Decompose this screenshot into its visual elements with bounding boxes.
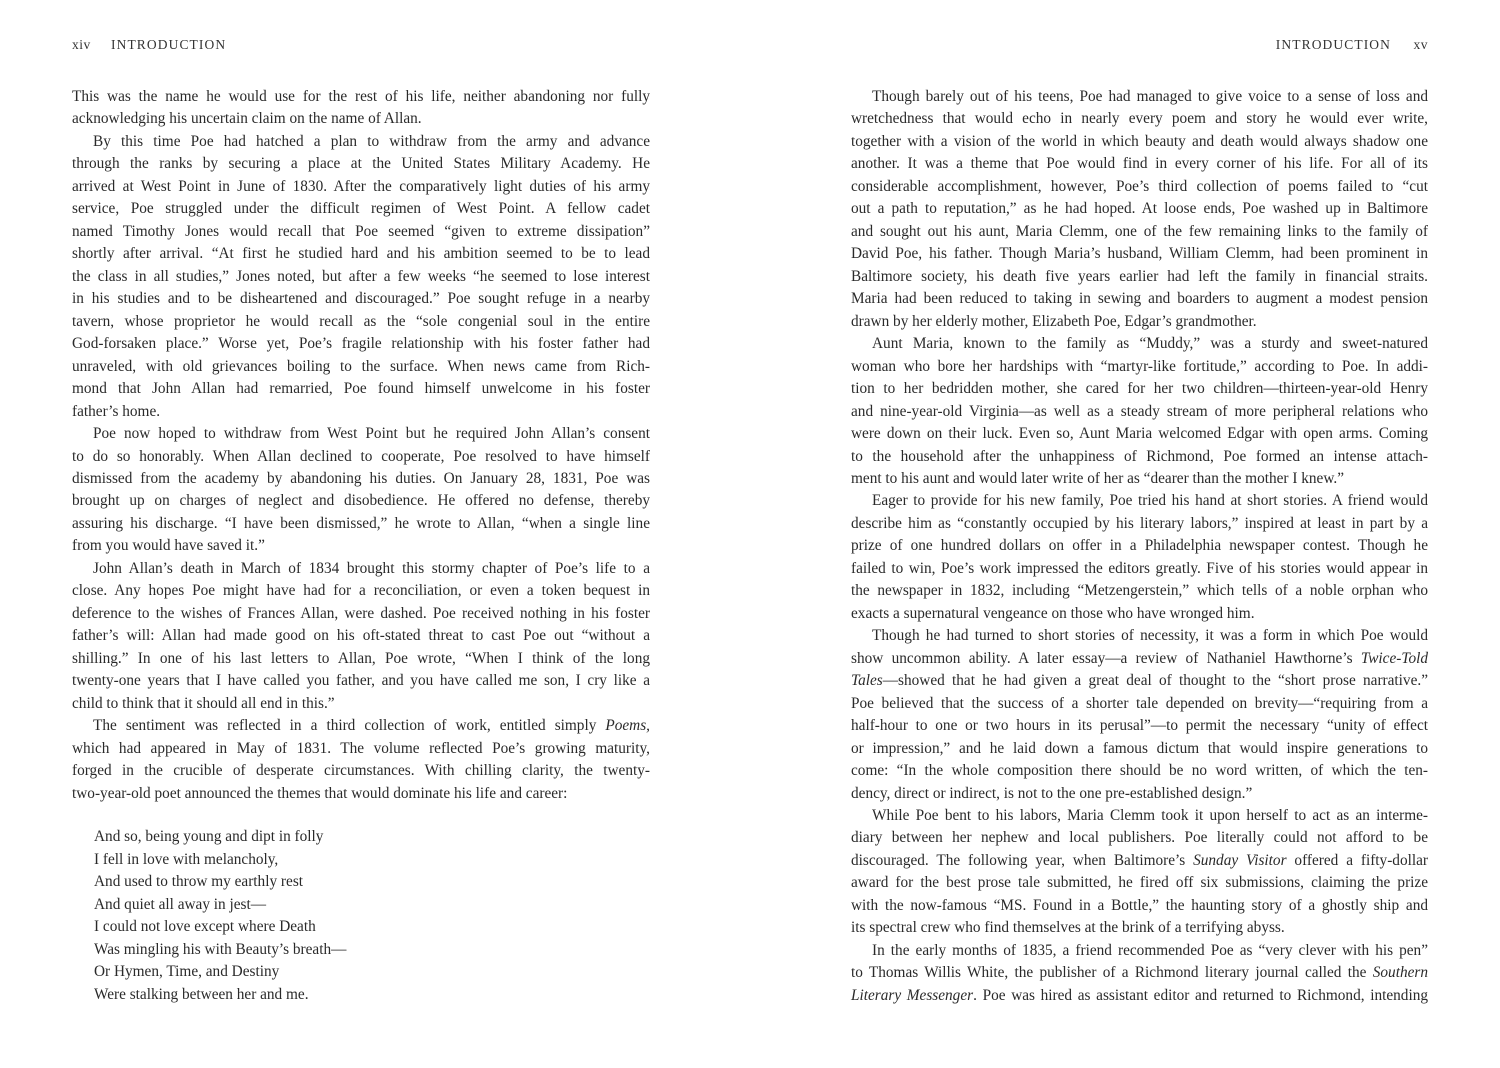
text-line: through the ranks by securing a place at the United States Military Academy. He xyxy=(72,155,650,173)
text-line: Eager to provide for his new family, Poe tried his hand at short stories. A friend would xyxy=(872,492,1428,510)
text-line: named Timothy Jones would recall that Poe seemed “given to extreme dissipation” xyxy=(72,222,650,240)
text-line xyxy=(851,670,1428,692)
text-line: dismissed from the academy by abandoning his duties. On January 28, 1831, Poe was xyxy=(72,469,650,487)
verse-line: Was mingling his with Beauty’s breath— xyxy=(94,940,347,958)
text-line: By this time Poe had hatched a plan to withdraw from the army and advance xyxy=(93,132,650,150)
text-line: with the now-famous “MS. Found in a Bottle,” the haunting story of a ghostly ship and xyxy=(851,896,1428,914)
text-line: the class in all studies,” Jones noted, but after a few weeks “he seemed to lose interest xyxy=(72,267,650,285)
verse-line: And used to throw my earthly rest xyxy=(94,873,304,890)
text-line: come: “In the whole composition there should be no word written, of which the ten- xyxy=(851,762,1428,780)
running-header xyxy=(72,37,650,55)
text-line: or impression,” and he laid down a famous dictum that would inspire generations to xyxy=(851,739,1428,757)
text-line: dency, direct or indirect, is not to the one pre-established design.” xyxy=(851,784,1253,802)
text-line: ment to his aunt and would later write of her as “dearer than the mother I knew.” xyxy=(851,469,1345,487)
text-line: shilling.” In one of his last letters to Allan, Poe wrote, “When I think of the long xyxy=(72,649,650,667)
text-line: its spectral crew who find themselves at the brink of a terrifying abyss. xyxy=(851,919,1285,937)
text-line: father’s home. xyxy=(72,402,161,420)
verse-line: Or Hymen, Time, and Destiny xyxy=(94,963,280,980)
text-span: offered a fifty-dollar xyxy=(1286,851,1428,869)
running-header xyxy=(851,37,1428,55)
text-line: father’s will: Allan had made good on his oft-stated threat to cast Poe out “without a xyxy=(72,627,650,645)
text-line: were down on their luck. Even so, Aunt Maria welcomed Edgar with open arms. Coming xyxy=(851,425,1428,443)
text-span: show uncommon ability. A later essay—a review of Nathaniel Hawthorne’s xyxy=(851,649,1361,667)
text-line xyxy=(851,850,1428,872)
body-text xyxy=(72,86,650,805)
text-span: —showed that he had given a great deal of thought to the “short prose narrative.” xyxy=(882,672,1428,690)
running-head-title: INTRODUCTION xyxy=(111,37,227,52)
text-line: mond that John Allan had remarried, Poe found himself unwelcome in his foster xyxy=(72,380,650,398)
text-line: the newspaper in 1832, including “Metzengerstein,” which tells of a noble orphan who xyxy=(851,582,1428,600)
italic-title-poems: Poems, xyxy=(605,717,650,735)
italic-title-literary-messenger: Literary Messenger xyxy=(851,986,974,1004)
text-line: from you would have saved it.” xyxy=(72,537,265,555)
text-span: to Thomas Willis White, the publisher of a Richmond literary journal called the xyxy=(851,964,1373,982)
text-line: tavern, whose proprietor he would recall as the “sole congenial soul in the entire xyxy=(72,312,650,330)
verse-line: I fell in love with melancholy, xyxy=(94,850,279,868)
text-span: discouraged. The following year, when Baltimore’s xyxy=(851,851,1194,869)
text-line: drawn by her elderly mother, Elizabeth Poe, Edgar’s grandmother. xyxy=(851,312,1257,330)
right-page xyxy=(851,0,1428,1068)
text-line: unraveled, with old grievances boiling to the surface. When news came from Rich- xyxy=(72,357,650,375)
page-number: xv xyxy=(1413,37,1428,52)
text-line: brought up on charges of neglect and disobedience. He offered no defense, thereby xyxy=(72,492,650,510)
text-line: service, Poe struggled under the difficult regimen of West Point. A fellow cadet xyxy=(72,200,650,218)
text-line: two-year-old poet announced the themes that would dominate his life and career: xyxy=(72,784,568,802)
text-line: out a path to reputation,” as he had hoped. At loose ends, Poe washed up in Baltimore xyxy=(851,200,1428,218)
text-line xyxy=(851,962,1428,984)
text-line: Aunt Maria, known to the family as “Muddy,” was a sturdy and sweet-natured xyxy=(872,335,1428,353)
text-line: which had appeared in May of 1831. The volume reflected Poe’s growing maturity, xyxy=(72,739,650,757)
text-line xyxy=(72,715,650,737)
text-line: and nine-year-old Virginia—as well as a steady stream of more peripheral relations who xyxy=(851,402,1428,420)
verse-line: I could not love except where Death xyxy=(94,918,316,935)
text-line: to the household after the unhappiness of Richmond, Poe formed an intense attach- xyxy=(851,447,1428,465)
text-line: in his studies and to be disheartened and discouraged.” Poe sought refuge in a nearby xyxy=(72,290,650,308)
text-line: God-forsaken place.” Worse yet, Poe’s fragile relationship with his foster father had xyxy=(72,335,650,353)
text-line: Baltimore society, his death five years earlier had left the family in financial straits. xyxy=(851,267,1428,285)
text-line: another. It was a theme that Poe would find in every corner of his life. For all of its xyxy=(851,155,1428,173)
text-line xyxy=(851,985,1428,1007)
text-span: . Poe was hired as assistant editor and returned to Richmond, intending xyxy=(973,986,1428,1004)
running-head-title: INTRODUCTION xyxy=(1275,37,1391,52)
text-line: child to think that it should all end in this.” xyxy=(72,694,335,712)
text-line: exacts a supernatural vengeance on those who have wronged him. xyxy=(851,604,1255,622)
text-line: arrived at West Point in June of 1830. After the comparatively light duties of his army xyxy=(72,177,650,195)
text-line: deference to the wishes of Frances Allan, were dashed. Poe received nothing in his foster xyxy=(72,604,650,622)
text-line: award for the best prose tale submitted, he fired off six submissions, claiming the prize xyxy=(851,874,1428,892)
text-line xyxy=(851,648,1428,670)
text-line: prize of one hundred dollars on offer in a Philadelphia newspaper contest. Though he xyxy=(851,537,1428,555)
text-line: failed to win, Poe’s work impressed the editors greatly. Five of his stories would appear in xyxy=(851,559,1428,577)
text-line: tion to her bedridden mother, she cared for her two children—thirteen-year-old Henry xyxy=(851,380,1428,398)
text-line: forged in the crucible of desperate circumstances. With chilling clarity, the twenty- xyxy=(72,762,650,780)
text-line: woman who bore her hardships with “martyr-like fortitude,” according to Poe. In addi- xyxy=(851,357,1428,375)
page-number: xiv xyxy=(72,37,91,52)
text-line: Maria had been reduced to taking in sewing and boarders to augment a modest pension xyxy=(851,290,1428,308)
text-line: half-hour to one or two hours in its perusal”—to permit the necessary “unity of effect xyxy=(851,717,1428,735)
text-line: to do so honorably. When Allan declined to cooperate, Poe resolved to have himself xyxy=(72,447,650,465)
text-line: In the early months of 1835, a friend recommended Poe as “very clever with his pen” xyxy=(872,941,1428,959)
text-line: together with a vision of the world in which beauty and death would always shadow one xyxy=(851,132,1428,150)
text-line: While Poe bent to his labors, Maria Clemm took it upon herself to act as an interme- xyxy=(872,807,1428,824)
text-line: and sought out his aunt, Maria Clemm, one of the few remaining links to the family of xyxy=(851,222,1428,240)
text-line: acknowledging his uncertain claim on the name of Allan. xyxy=(72,110,422,128)
verse-line: Were stalking between her and me. xyxy=(94,985,309,1003)
text-line: Poe now hoped to withdraw from West Point but he required John Allan’s consent xyxy=(93,425,650,443)
text-line: John Allan’s death in March of 1834 brought this stormy chapter of Poe’s life to a xyxy=(93,559,650,577)
italic-title-tales: Tales xyxy=(851,672,883,690)
verse-line: And so, being young and dipt in folly xyxy=(94,828,324,845)
italic-title-southern: Southern xyxy=(1372,964,1428,982)
text-line: wretchedness that would echo in nearly every poem and story he would ever write, xyxy=(851,110,1428,128)
text-line: Though he had turned to short stories of necessity, it was a form in which Poe would xyxy=(872,627,1428,645)
italic-title-sunday-visitor: Sunday Visitor xyxy=(1193,851,1287,869)
text-line: describe him as “constantly occupied by his literary labors,” inspired at least in part by a xyxy=(851,514,1428,532)
text-line: considerable accomplishment, however, Poe’s third collection of poems failed to “cut xyxy=(851,177,1428,195)
text-line: diary between her nephew and local publishers. Poe literally could not afford to be xyxy=(851,829,1428,847)
text-line: Poe believed that the success of a shorter tale depended on brevity—“requiring from a xyxy=(851,694,1428,712)
text-line: shortly after arrival. “At first he studied hard and his ambition seemed to be to lead xyxy=(72,245,650,263)
text-line: twenty-one years that I have called you father, and you have called me son, I cry like a xyxy=(72,672,650,690)
italic-title-twice-told: Twice-Told xyxy=(1360,649,1428,667)
verse-line: And quiet all away in jest— xyxy=(94,895,267,913)
text-span: The sentiment was reflected in a third collection of work, entitled simply xyxy=(93,717,606,735)
text-line: David Poe, his father. Though Maria’s husband, William Clemm, had been prominent in xyxy=(851,245,1428,263)
text-line: assuring his discharge. “I have been dismissed,” he wrote to Allan, “when a single line xyxy=(72,514,650,532)
text-line: close. Any hopes Poe might have had for a reconciliation, or even a token bequest in xyxy=(72,582,650,600)
text-line: This was the name he would use for the rest of his life, neither abandoning nor fully xyxy=(72,88,650,105)
left-page xyxy=(72,0,650,1068)
text-line: Though barely out of his teens, Poe had managed to give voice to a sense of loss and xyxy=(872,88,1428,105)
body-text xyxy=(851,86,1428,1007)
poem-excerpt xyxy=(94,826,346,1006)
